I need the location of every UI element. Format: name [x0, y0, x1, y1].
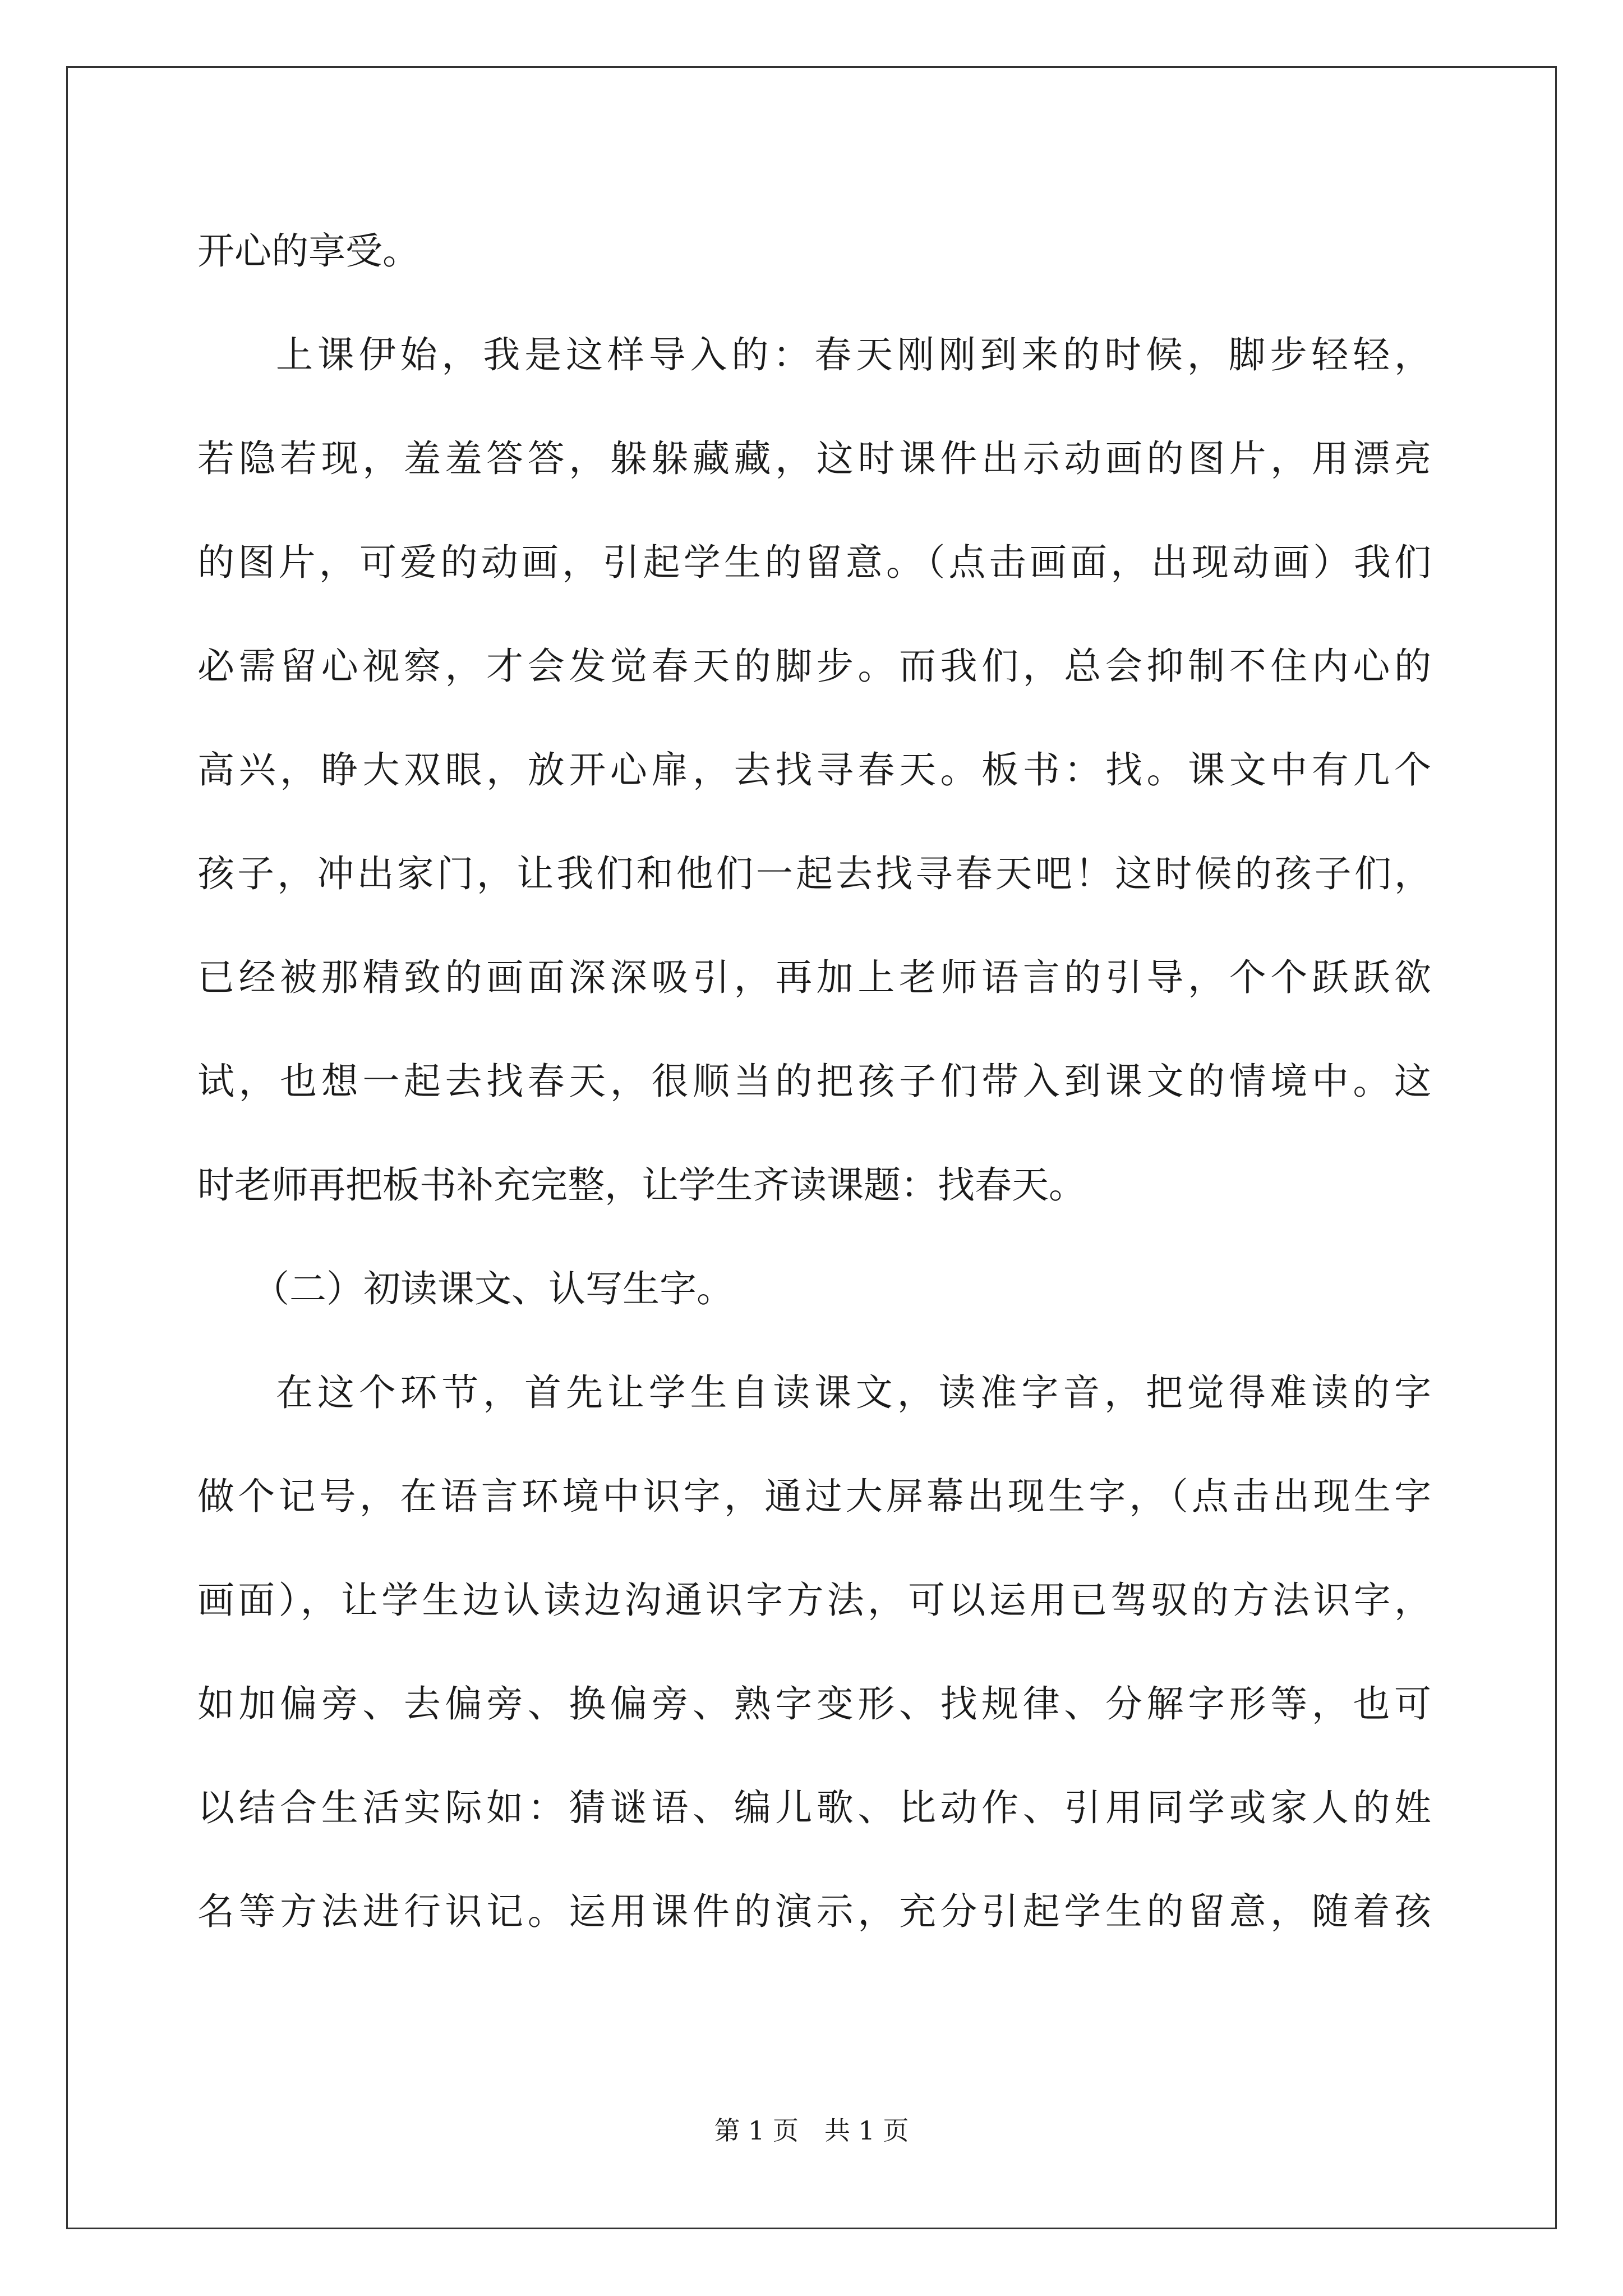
text-line: 时老师再把板书补充完整，让学生齐读课题：找春天。 — [197, 1163, 1086, 1207]
section-heading: （二）初读课文、认写生字。 — [252, 1267, 734, 1310]
text-line: 名等方法进行识记。运用课件的演示，充分引起学生的留意，随着孩 — [197, 1890, 1431, 1933]
text-line: 高兴，睁大双眼，放开心扉，去找寻春天。板书：找。课文中有几个 — [197, 748, 1431, 792]
text-line: 的图片，可爱的动画，引起学生的留意。（点击画面，出现动画）我们 — [197, 541, 1431, 584]
paragraph-start-line: 在这个环节，首先让学生自读课文，读准字音，把觉得难读的字 — [276, 1371, 1431, 1414]
text-line: 开心的享受。 — [197, 229, 419, 273]
page-footer — [0, 2114, 1623, 2147]
text-line: 画面），让学生边认读边沟通识字方法，可以运用已驾驭的方法识字， — [197, 1579, 1431, 1622]
text-line: 已经被那精致的画面深深吸引，再加上老师语言的引导，个个跃跃欲 — [197, 956, 1431, 999]
page-total: 共 1 页 — [824, 2115, 909, 2146]
text-line: 必需留心视察，才会发觉春天的脚步。而我们，总会抑制不住内心的 — [197, 645, 1431, 688]
text-line: 若隐若现，羞羞答答，躲躲藏藏，这时课件出示动画的图片，用漂亮 — [197, 437, 1431, 480]
text-line: 试，也想一起去找春天，很顺当的把孩子们带入到课文的情境中。这 — [197, 1060, 1431, 1103]
text-line: 以结合生活实际如：猜谜语、编儿歌、比动作、引用同学或家人的姓 — [197, 1786, 1431, 1829]
text-line: 如加偏旁、去偏旁、换偏旁、熟字变形、找规律、分解字形等，也可 — [197, 1682, 1431, 1726]
text-line: 孩子，冲出家门，让我们和他们一起去找寻春天吧！这时候的孩子们， — [197, 852, 1431, 895]
text-line: 做个记号，在语言环境中识字，通过大屏幕出现生字，（点击出现生字 — [197, 1475, 1431, 1518]
page-number: 第 1 页 — [714, 2115, 799, 2146]
paragraph-start-line: 上课伊始，我是这样导入的：春天刚刚到来的时候，脚步轻轻， — [276, 333, 1431, 376]
